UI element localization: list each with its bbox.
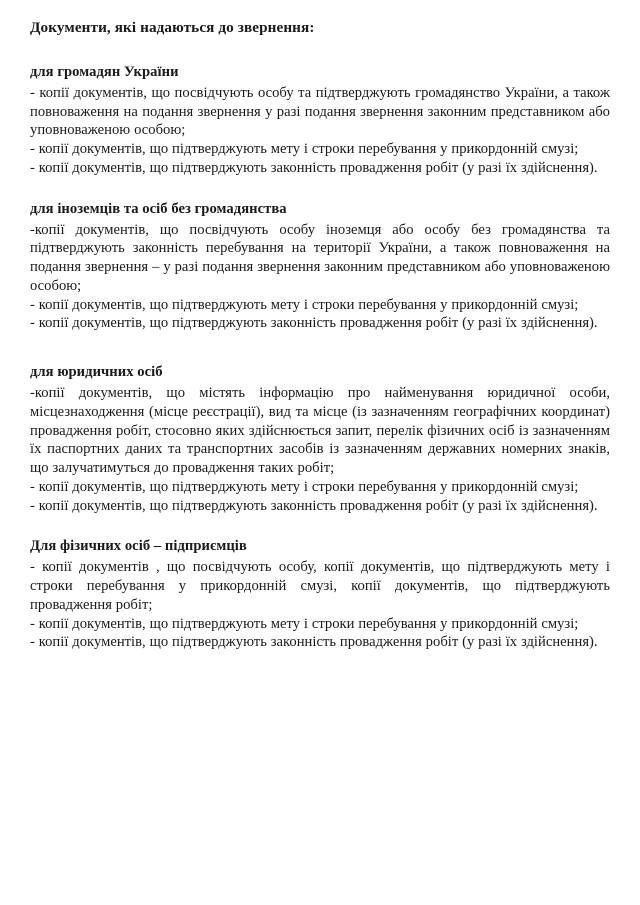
list-item: - копії документів, що посвідчують особу та підтверджують громадянство України, а також повноваження на подання звернення у разі подання звернення законним представником або уповноваженою особою;: [30, 84, 610, 139]
section-spacer: [30, 333, 610, 363]
section-spacer: [30, 178, 610, 200]
list-item: - копії документів, що підтверджують законність провадження робіт (у разі їх здійснення).: [30, 315, 598, 332]
list-item: - копії документів, що підтверджують законність провадження робіт (у разі їх здійснення).: [30, 497, 598, 514]
section-citizens-of-ukraine: [30, 63, 610, 178]
list-item: -копії документів, що містять інформацію про найменування юридичної особи, місцезнаходження (місце реєстрації), вид та місце (із зазначенням географічних координат) провадження робіт, стосовно яких здійснюється запит, перелік фізичних осіб із зазначенням їх паспортних даних та транспортних засобів із зазначенням державних номерних знаків, що залучатимуться до провадження таких робіт;: [30, 385, 610, 477]
section-heading-legal-entities: для юридичних осіб: [30, 364, 163, 381]
section-foreigners-and-stateless-persons: [30, 200, 610, 333]
section-heading-individual-entrepreneurs: Для фізичних осіб – підприємців: [30, 538, 247, 555]
list-item: - копії документів, що підтверджують законність провадження робіт (у разі їх здійснення).: [30, 634, 598, 651]
list-item: - копії документів , що посвідчують особу, копії документів, що підтверджують мету і строки перебування у прикордонній смузі, копії документів, що підтверджують провадження робіт;: [30, 559, 610, 613]
section-legal-entities: [30, 363, 610, 515]
list-item: - копії документів, що підтверджують законність провадження робіт (у разі їх здійснення).: [30, 159, 598, 176]
list-item: - копії документів, що підтверджують мету і строки перебування у прикордонній смузі;: [30, 296, 579, 313]
list-item: -копії документів, що посвідчують особу іноземця або особу без громадянства та підтверджують законність перебування на території України, а також повноваження на подання звернення – у разі подання звернення законним представником або уповноваженою особою;: [30, 221, 610, 294]
list-item: - копії документів, що підтверджують мету і строки перебування у прикордонній смузі;: [30, 478, 579, 495]
section-individual-entrepreneurs: [30, 537, 610, 652]
section-spacer: [30, 515, 610, 537]
section-heading-citizens-of-ukraine: для громадян України: [30, 64, 179, 80]
list-item: - копії документів, що підтверджують мету і строки перебування у прикордонній смузі;: [30, 141, 579, 158]
section-heading-foreigners-and-stateless-persons: для іноземців та осіб без громадянства: [30, 200, 287, 217]
list-item: - копії документів, що підтверджують мету і строки перебування у прикордонній смузі;: [30, 615, 579, 632]
page-title: Документи, які надаються до звернення:: [30, 19, 315, 36]
